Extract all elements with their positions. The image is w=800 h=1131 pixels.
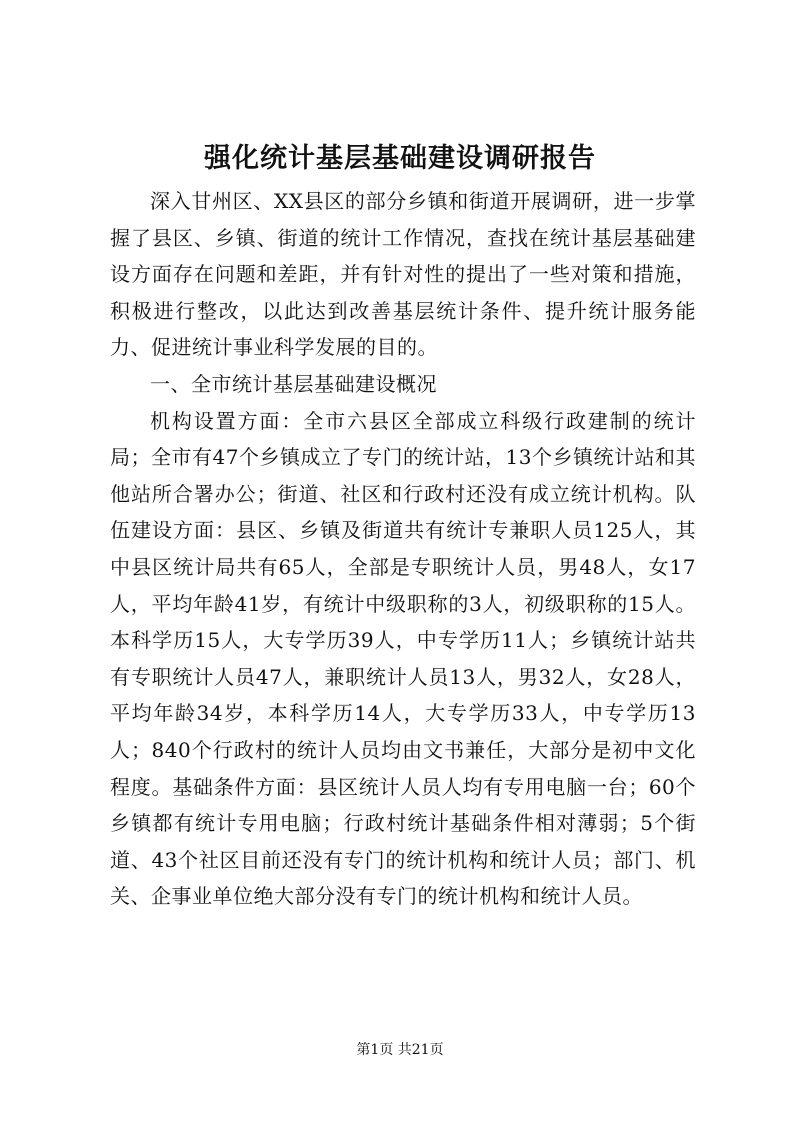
page-number-footer: 第1页 共21页 [356,1042,444,1058]
document-title: 强化统计基层基础建设调研报告 [204,143,596,174]
document-body [110,183,696,915]
section-heading: 一、全市统计基层基础建设概况 [150,371,437,396]
overview-paragraph: 机构设置方面：全市六县区全部成立科级行政建制的统计局；全市有47个乡镇成立了专门的统计站，13个乡镇统计站和其他站所合署办公；街道、社区和行政村还没有成立统计机构。队伍建设方面：县区、乡镇及街道共有统计专兼职人员125人，其中县区统计局共有65人，全部是专职统计人员，男48人，女17人，平均年龄41岁，有统计中级职称的3人，初级职称的15人。本科学历15人，大专学历39人，中专学历11人；乡镇统计站共有专职统计人员47人，兼职统计人员13人，男32人，女28人，平均年龄34岁，本科学历14人，大专学历33人，中专学历13人；840个行政村的统计人员均由文书兼任，大部分是初中文化程度。基础条件方面：县区统计人员人均有专用电脑一台；60个乡镇都有统计专用电脑；行政村统计基础条件相对薄弱；5个街道、43个社区目前还没有专门的统计机构和统计人员；部门、机关、企事业单位绝大部分没有专门的统计机构和统计人员。 [110,408,696,909]
intro-paragraph: 深入甘州区、XX县区的部分乡镇和街道开展调研，进一步掌握了县区、乡镇、街道的统计工作情况，查找在统计基层基础建设方面存在问题和差距，并有针对性的提出了一些对策和措施，积极进行整改，以此达到改善基层统计条件、提升统计服务能力、促进统计事业科学发展的目的。 [110,189,696,360]
